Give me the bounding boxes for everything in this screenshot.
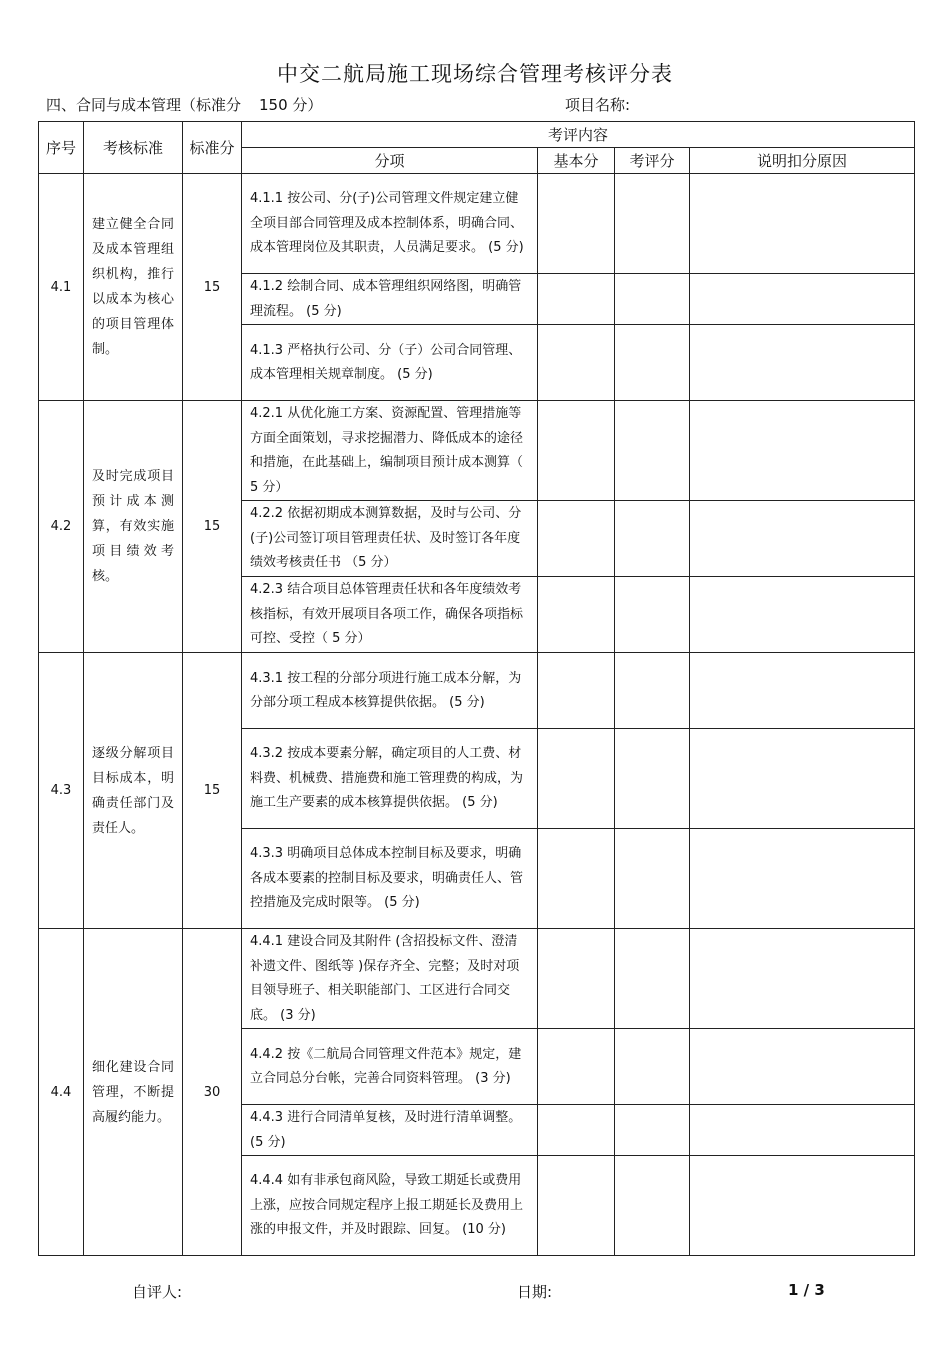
deduction-reason-cell[interactable] [690, 729, 915, 829]
header-row [39, 122, 915, 148]
table-row [39, 929, 915, 1029]
item-number: 4.2 [39, 401, 84, 653]
header-standard: 标准分 [183, 122, 242, 174]
item-number: 4.3 [39, 653, 84, 929]
base-score-cell[interactable] [538, 653, 615, 729]
eval-score-cell[interactable] [615, 401, 690, 501]
eval-score-cell[interactable] [615, 274, 690, 325]
eval-score-cell[interactable] [615, 729, 690, 829]
standard-score: 15 [183, 401, 242, 653]
header-eval-score: 考评分 [615, 148, 690, 174]
eval-score-cell[interactable] [615, 325, 690, 401]
base-score-cell[interactable] [538, 274, 615, 325]
sub-item-text: 4.4.1 建设合同及其附件 (含招投标文件、澄清补遗文件、图纸等 )保存齐全、完整；及时对项目领导班子、相关职能部门、工区进行合同交底。 (3 分) [242, 929, 538, 1029]
deduction-reason-cell[interactable] [690, 401, 915, 501]
self-eval-label: 自评人: [132, 1283, 183, 1301]
score-table [38, 121, 915, 1256]
standard-score: 15 [183, 653, 242, 929]
section-label: 四、合同与成本管理（标准分 [46, 96, 242, 114]
header-base-score: 基本分 [538, 148, 615, 174]
sub-item-text: 4.1.2 绘制合同、成本管理组织网络图，明确管理流程。 (5 分) [242, 274, 538, 325]
base-score-cell[interactable] [538, 501, 615, 577]
deduction-reason-cell[interactable] [690, 929, 915, 1029]
base-score-cell[interactable] [538, 1156, 615, 1256]
page-number: 1 / 3 [788, 1281, 825, 1299]
item-number: 4.4 [39, 929, 84, 1256]
eval-score-cell[interactable] [615, 1156, 690, 1256]
base-score-cell[interactable] [538, 174, 615, 274]
base-score-cell[interactable] [538, 577, 615, 653]
table-row [39, 653, 915, 729]
project-name-label: 项目名称: [565, 96, 631, 114]
base-score-cell[interactable] [538, 729, 615, 829]
sub-item-text: 4.1.3 严格执行公司、分（子）公司合同管理、成本管理相关规章制度。 (5 分) [242, 325, 538, 401]
standard-score: 30 [183, 929, 242, 1256]
eval-score-cell[interactable] [615, 174, 690, 274]
sub-item-text: 4.3.2 按成本要素分解，确定项目的人工费、材料费、机械费、措施费和施工管理费的构成，为施工生产要素的成本核算提供依据。 (5 分) [242, 729, 538, 829]
header-sub-item: 分项 [242, 148, 538, 174]
header-eval-content: 考评内容 [242, 122, 915, 148]
criteria-text: 及时完成项目预计成本测算，有效实施项目绩效考核。 [84, 401, 183, 653]
base-score-cell[interactable] [538, 325, 615, 401]
base-score-cell[interactable] [538, 829, 615, 929]
sub-item-text: 4.4.3 进行合同清单复核，及时进行清单调整。 (5 分) [242, 1105, 538, 1156]
deduction-reason-cell[interactable] [690, 325, 915, 401]
base-score-cell[interactable] [538, 1105, 615, 1156]
eval-score-cell[interactable] [615, 1105, 690, 1156]
header-criteria: 考核标准 [84, 122, 183, 174]
sub-item-text: 4.3.3 明确项目总体成本控制目标及要求，明确各成本要素的控制目标及要求，明确责任人、管控措施及完成时限等。 (5 分) [242, 829, 538, 929]
sub-item-text: 4.3.1 按工程的分部分项进行施工成本分解，为分部分项工程成本核算提供依据。 (5 分) [242, 653, 538, 729]
base-score-cell[interactable] [538, 401, 615, 501]
date-label: 日期: [517, 1283, 553, 1301]
item-number: 4.1 [39, 174, 84, 401]
header-seq: 序号 [39, 122, 84, 174]
eval-score-cell[interactable] [615, 653, 690, 729]
table-row [39, 174, 915, 274]
deduction-reason-cell[interactable] [690, 1029, 915, 1105]
sub-item-text: 4.4.2 按《二航局合同管理文件范本》规定，建立合同总分台帐，完善合同资料管理。 (3 分) [242, 1029, 538, 1105]
sub-item-text: 4.4.4 如有非承包商风险，导致工期延长或费用上涨，应按合同规定程序上报工期延长及费用上涨的申报文件，并及时跟踪、回复。 (10 分) [242, 1156, 538, 1256]
eval-score-cell[interactable] [615, 577, 690, 653]
deduction-reason-cell[interactable] [690, 829, 915, 929]
sub-item-text: 4.2.1 从优化施工方案、资源配置、管理措施等方面全面策划，寻求挖掘潜力、降低成本的途径和措施，在此基础上，编制项目预计成本测算（ 5 分） [242, 401, 538, 501]
standard-score: 15 [183, 174, 242, 401]
section-score: 150 分） [259, 96, 323, 114]
eval-score-cell[interactable] [615, 929, 690, 1029]
document-title: 中交二航局施工现场综合管理考核评分表 [277, 62, 673, 86]
sub-item-text: 4.2.3 结合项目总体管理责任状和各年度绩效考核指标，有效开展项目各项工作，确保各项指标可控、受控（ 5 分） [242, 577, 538, 653]
criteria-text: 细化建设合同管理，不断提高履约能力。 [84, 929, 183, 1256]
criteria-text: 建立健全合同及成本管理组织机构，推行以成本为核心的项目管理体制。 [84, 174, 183, 401]
sub-item-text: 4.1.1 按公司、分(子)公司管理文件规定建立健全项目部合同管理及成本控制体系，明确合同、成本管理岗位及其职责，人员满足要求。 (5 分) [242, 174, 538, 274]
base-score-cell[interactable] [538, 1029, 615, 1105]
criteria-text: 逐级分解项目目标成本，明确责任部门及责任人。 [84, 653, 183, 929]
deduction-reason-cell[interactable] [690, 1105, 915, 1156]
deduction-reason-cell[interactable] [690, 501, 915, 577]
deduction-reason-cell[interactable] [690, 274, 915, 325]
header-deduction: 说明扣分原因 [690, 148, 915, 174]
deduction-reason-cell[interactable] [690, 577, 915, 653]
base-score-cell[interactable] [538, 929, 615, 1029]
section-heading [46, 94, 322, 115]
deduction-reason-cell[interactable] [690, 653, 915, 729]
table-row [39, 401, 915, 501]
eval-score-cell[interactable] [615, 501, 690, 577]
eval-score-cell[interactable] [615, 829, 690, 929]
deduction-reason-cell[interactable] [690, 1156, 915, 1256]
sub-item-text: 4.2.2 依据初期成本测算数据，及时与公司、分(子)公司签订项目管理责任状、及时签订各年度绩效考核责任书 （5 分） [242, 501, 538, 577]
eval-score-cell[interactable] [615, 1029, 690, 1105]
deduction-reason-cell[interactable] [690, 174, 915, 274]
